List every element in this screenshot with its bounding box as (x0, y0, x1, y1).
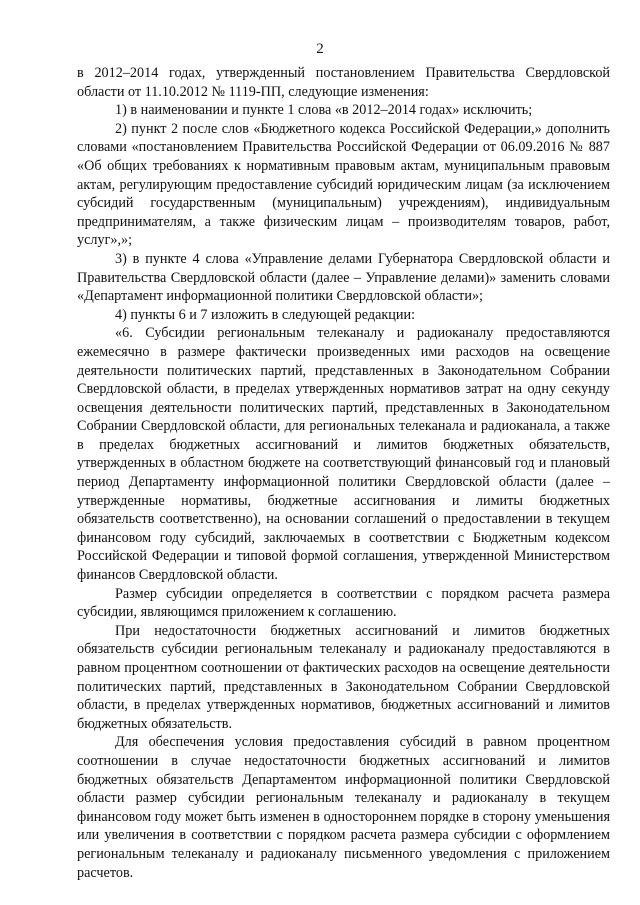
paragraph-item-1: 1) в наименовании и пункте 1 слова «в 2012–2014 годах» исключить; (115, 102, 533, 119)
paragraph-intro: в 2012–2014 годах, утвержденный постановлением Правительства Свердловской области от 11.10.2012 № 1119-ПП, следующие изменения: (77, 65, 610, 100)
paragraph-clause-6: «6. Субсидии региональным телеканалу и радиоканалу предоставляются ежемесячно в размере фактически произведенных ими расходов на освещение деятельности политических партий, представленных в Законодательном Собрании Свердловской области, в пределах утвержденных нормативов затрат на одну секунду освещения деятельности политических партий, представленных в Законодательном Собрании Свердловской области, для региональных телеканала и радиоканала, а также в пределах бюджетных ассигнований и лимитов бюджетных обязательств, утвержденных в областном бюджете на соответствующий финансовый год и плановый период Департаменту информационной политики Свердловской области (далее – утвержденные нормативы, бюджетные ассигнования и лимиты бюджетных обязательств соответственно), на основании соглашений о предоставлении в текущем финансовом году субсидий, заключаемых в соответствии с Бюджетным кодексом Российской Федерации и типовой формой соглашения, утвержденной Министерством финансов Свердловской области. (77, 325, 610, 584)
paragraph-equal-ratio: Для обеспечения условия предоставления субсидий в равном процентном соотношении в случае недостаточности бюджетных ассигнований и лимитов бюджетных обязательств Департаментом информационной политики Свердловской области размер субсидии региональным телеканалу и радиоканалу в текущем финансовом году может быть изменен в одностороннем порядке в сторону уменьшения или увеличения в соответствии с порядком расчета размера субсидии с оформлением региональным телеканалу и радиоканалу письменного уведомления с приложением расчетов. (77, 734, 610, 881)
document-body (77, 64, 610, 882)
paragraph-item-4: 4) пункты 6 и 7 изложить в следующей редакции: (115, 306, 416, 323)
paragraph-item-3: 3) в пункте 4 слова «Управление делами Губернатора Свердловской области и Правительства Свердловской области (далее – Управление делами)» заменить словами «Департамент информационной политики Свердловской области»; (77, 250, 610, 305)
paragraph-insufficiency: При недостаточности бюджетных ассигнований и лимитов бюджетных обязательств субсидии региональным телеканалу и радиоканалу предоставляются в равном процентном соотношении от фактических расходов на освещение деятельности политических партий, представленных в Законодательном Собрании Свердловской области, в пределах утвержденных нормативов, бюджетных ассигнований и лимитов бюджетных обязательств. (77, 622, 610, 732)
page-number: 2 (316, 41, 324, 57)
paragraph-subsidy-size: Размер субсидии определяется в соответствии с порядком расчета размера субсидии, являющимся приложением к соглашению. (77, 585, 610, 621)
paragraph-item-2: 2) пункт 2 после слов «Бюджетного кодекса Российской Федерации,» дополнить словами «постановлением Правительства Российской Федерации от 06.09.2016 № 887 «Об общих требованиях к нормативным правовым актам, муниципальным правовым актам, регулирующим предоставление субсидий юридическим лицам (за исключением субсидий государственным (муниципальным) учреждениям), индивидуальным предпринимателям, а также физическим лицам – производителям товаров, работ, услуг»,»; (77, 120, 610, 249)
